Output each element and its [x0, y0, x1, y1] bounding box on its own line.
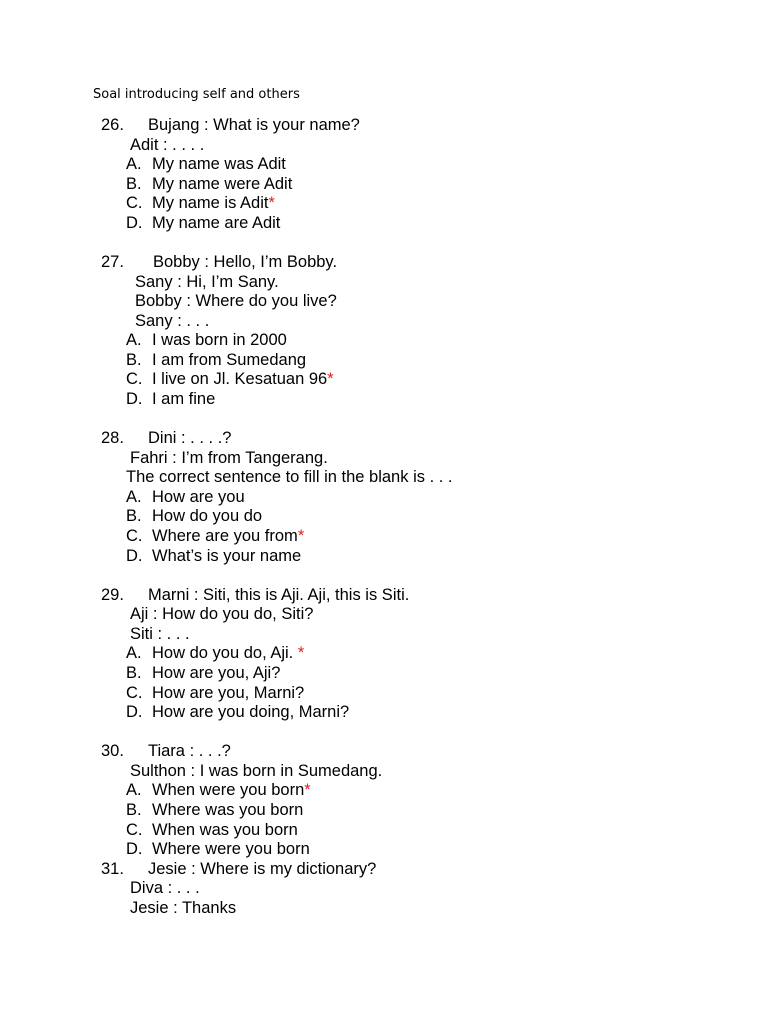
- dialogue-line: Marni : Siti, this is Aji. Aji, this is Siti.: [148, 586, 410, 604]
- page-title: Soal introducing self and others: [93, 87, 300, 102]
- dialogue-line: Bobby : Where do you live?: [135, 292, 337, 310]
- question-number: 29.: [101, 586, 124, 604]
- option-b: B. My name were Adit: [126, 175, 293, 193]
- question-number: 28.: [101, 429, 124, 447]
- question-29-prompt: [101, 585, 409, 605]
- option-a: A. How are you: [126, 488, 245, 506]
- option-c: C. When was you born: [126, 821, 298, 839]
- option-b: B. I am from Sumedang: [126, 351, 307, 369]
- dialogue-line: Fahri : I’m from Tangerang.: [130, 449, 328, 467]
- question-30-prompt: [101, 741, 231, 761]
- dialogue-line: The correct sentence to fill in the blank is . . .: [126, 468, 453, 486]
- option-d: D. What’s is your name: [126, 547, 302, 565]
- dialogue-line: Sany : Hi, I’m Sany.: [135, 273, 279, 291]
- option-c: C. How are you, Marni?: [126, 684, 305, 702]
- dialogue-line: Jesie : Thanks: [130, 899, 237, 917]
- option-c: C. I live on Jl. Kesatuan 96*: [126, 370, 334, 388]
- dialogue-line: Bobby : Hello, I’m Bobby.: [153, 253, 338, 271]
- answer-mark: *: [327, 370, 334, 388]
- option-a: A. When were you born*: [126, 781, 311, 799]
- option-c: C. My name is Adit*: [126, 194, 275, 212]
- dialogue-line: Sany : . . .: [135, 312, 210, 330]
- dialogue-line: Dini : . . . .?: [148, 429, 232, 447]
- answer-mark: *: [304, 781, 311, 799]
- question-26-prompt: [101, 115, 360, 135]
- option-b: B. How do you do: [126, 507, 263, 525]
- option-a: A. My name was Adit: [126, 155, 286, 173]
- option-d: D. I am fine: [126, 390, 216, 408]
- option-b: B. How are you, Aji?: [126, 664, 281, 682]
- answer-mark: *: [297, 527, 305, 545]
- question-number: 31.: [101, 860, 124, 878]
- question-27-prompt: [101, 252, 337, 272]
- option-c: C. Where are you from*: [126, 527, 305, 545]
- dialogue-line: Tiara : . . .?: [148, 742, 231, 760]
- question-number: 26.: [101, 116, 124, 134]
- question-number: 30.: [101, 742, 124, 760]
- dialogue-line: Sulthon : I was born in Sumedang.: [130, 762, 383, 780]
- option-d: D. How are you doing, Marni?: [126, 703, 350, 721]
- dialogue-line: Jesie : Where is my dictionary?: [148, 860, 377, 878]
- question-28-prompt: [101, 428, 231, 448]
- dialogue-line: Aji : How do you do, Siti?: [130, 605, 314, 623]
- answer-mark: *: [297, 644, 305, 662]
- dialogue-line: Siti : . . .: [130, 625, 190, 643]
- dialogue-line: Diva : . . .: [130, 879, 200, 897]
- option-b: B. Where was you born: [126, 801, 304, 819]
- answer-mark: *: [268, 194, 275, 212]
- option-d: D. My name are Adit: [126, 214, 281, 232]
- dialogue-line: Adit : . . . .: [130, 136, 205, 154]
- option-d: D. Where were you born: [126, 840, 310, 858]
- option-a: A. I was born in 2000: [126, 331, 287, 349]
- dialogue-line: Bujang : What is your name?: [148, 116, 360, 134]
- option-a: A. How do you do, Aji. *: [126, 644, 305, 662]
- question-number: 27.: [101, 253, 124, 271]
- question-31-prompt: [101, 859, 376, 879]
